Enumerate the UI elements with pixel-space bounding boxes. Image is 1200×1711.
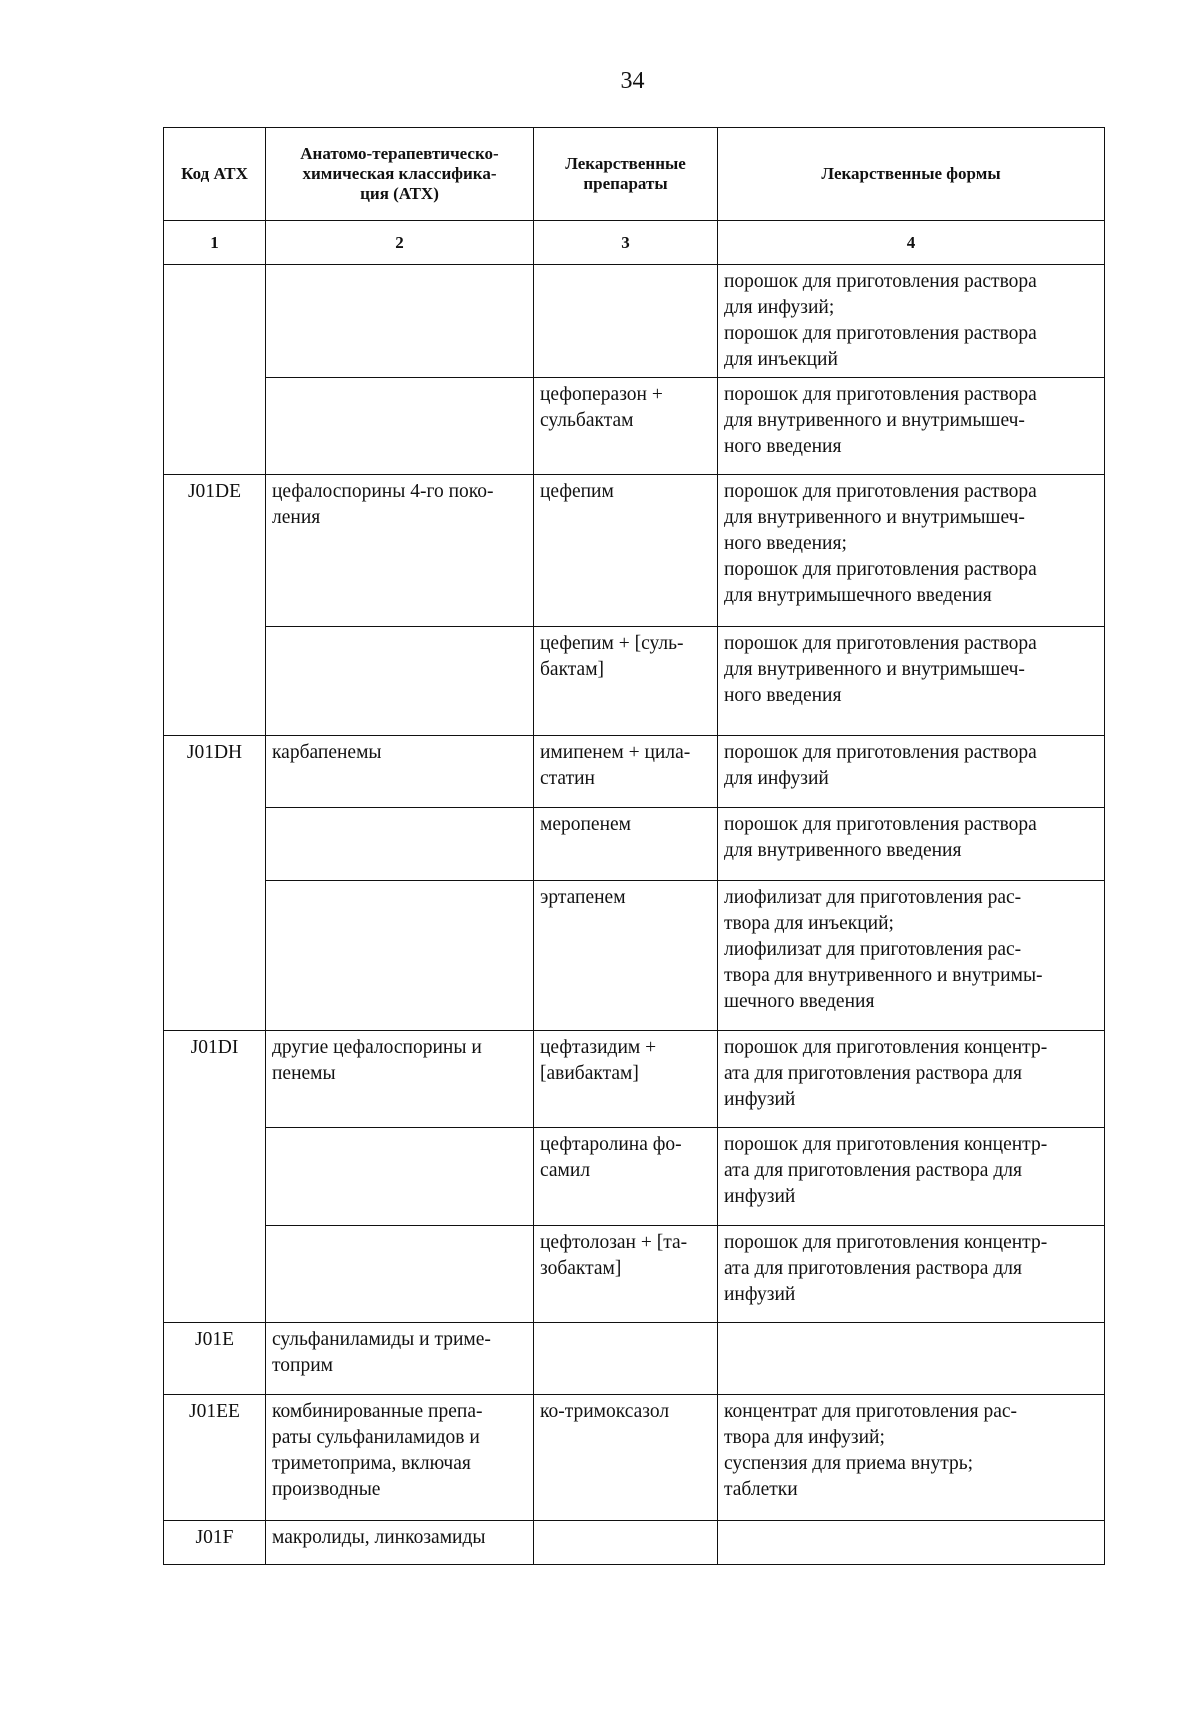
text-line: цефтазидим + bbox=[540, 1037, 657, 1058]
classification-cell bbox=[266, 265, 534, 378]
text-line: ко-тримоксазол bbox=[540, 1401, 670, 1422]
atc-code-cell bbox=[164, 265, 266, 378]
dosage-forms-cell bbox=[718, 265, 1105, 378]
atc-code-cell: J01EE bbox=[164, 1395, 266, 1521]
table-row bbox=[164, 1323, 1105, 1395]
drug-cell bbox=[534, 808, 718, 881]
classification-cell bbox=[266, 1128, 534, 1226]
text-line: статин bbox=[540, 768, 595, 789]
text-line: для внутривенного введения bbox=[724, 840, 962, 861]
text-line: порошок для приготовления раствора bbox=[724, 481, 1037, 502]
text-line: цефтолозан + [та- bbox=[540, 1232, 688, 1253]
text-line: Анатомо-терапевтическо- bbox=[300, 144, 499, 163]
table-row bbox=[164, 265, 1105, 378]
table-row bbox=[164, 881, 1105, 1031]
atc-code-cell bbox=[164, 1128, 266, 1226]
dosage-forms-cell bbox=[718, 627, 1105, 736]
drug-cell bbox=[534, 1521, 718, 1565]
text-line: порошок для приготовления концентр- bbox=[724, 1037, 1048, 1058]
column-number: 2 bbox=[266, 221, 534, 265]
dosage-forms-cell bbox=[718, 1128, 1105, 1226]
text-line: препараты bbox=[583, 174, 668, 193]
dosage-forms-cell bbox=[718, 1521, 1105, 1565]
drug-cell bbox=[534, 1226, 718, 1323]
text-line: эртапенем bbox=[540, 887, 626, 908]
dosage-forms-cell bbox=[718, 1395, 1105, 1521]
header-atc-classification bbox=[266, 128, 534, 221]
text-line: концентрат для приготовления рас- bbox=[724, 1401, 1017, 1422]
table-row bbox=[164, 808, 1105, 881]
table-header-row bbox=[164, 128, 1105, 221]
dosage-forms-cell bbox=[718, 475, 1105, 627]
text-line: ата для приготовления раствора для bbox=[724, 1063, 1022, 1084]
text-line: цефепим + [суль- bbox=[540, 633, 684, 654]
table-row bbox=[164, 1031, 1105, 1128]
text-line: порошок для приготовления концентр- bbox=[724, 1134, 1048, 1155]
text-line: инфузий bbox=[724, 1186, 796, 1207]
classification-cell bbox=[266, 736, 534, 808]
text-line: порошок для приготовления раствора bbox=[724, 633, 1037, 654]
text-line: суспензия для приема внутрь; bbox=[724, 1453, 974, 1474]
text-line: для внутривенного и внутримышеч- bbox=[724, 507, 1025, 528]
text-line: цефоперазон + bbox=[540, 384, 663, 405]
dosage-forms-cell bbox=[718, 736, 1105, 808]
text-line: пенемы bbox=[272, 1063, 336, 1084]
text-line: лиофилизат для приготовления рас- bbox=[724, 887, 1022, 908]
header-atc-code bbox=[164, 128, 266, 221]
text-line: Код АТХ bbox=[181, 164, 248, 183]
text-line: ция (АТХ) bbox=[360, 184, 439, 203]
table-row bbox=[164, 378, 1105, 475]
drug-cell bbox=[534, 1323, 718, 1395]
text-line: меропенем bbox=[540, 814, 632, 835]
table-row bbox=[164, 475, 1105, 627]
atc-code-cell: J01E bbox=[164, 1323, 266, 1395]
header-dosage-forms bbox=[718, 128, 1105, 221]
table-row bbox=[164, 1395, 1105, 1521]
table-row bbox=[164, 1128, 1105, 1226]
table-row bbox=[164, 627, 1105, 736]
classification-cell bbox=[266, 1521, 534, 1565]
classification-cell bbox=[266, 1226, 534, 1323]
drug-cell bbox=[534, 1395, 718, 1521]
page-number: 34 bbox=[620, 68, 645, 94]
classification-cell bbox=[266, 475, 534, 627]
drug-cell bbox=[534, 265, 718, 378]
atc-table bbox=[163, 127, 1105, 1565]
text-line: порошок для приготовления раствора bbox=[724, 814, 1037, 835]
dosage-forms-cell bbox=[718, 1323, 1105, 1395]
classification-cell bbox=[266, 881, 534, 1031]
atc-code-cell bbox=[164, 881, 266, 1031]
text-line: порошок для приготовления раствора bbox=[724, 559, 1037, 580]
dosage-forms-cell bbox=[718, 378, 1105, 475]
drug-cell bbox=[534, 736, 718, 808]
atc-code-cell bbox=[164, 378, 266, 475]
text-line: таблетки bbox=[724, 1479, 798, 1500]
text-line: ного введения bbox=[724, 436, 842, 457]
text-line: для инфузий; bbox=[724, 297, 835, 318]
text-line: бактам] bbox=[540, 659, 605, 680]
drug-cell bbox=[534, 1031, 718, 1128]
text-line: лиофилизат для приготовления рас- bbox=[724, 939, 1022, 960]
text-line: зобактам] bbox=[540, 1258, 622, 1279]
text-line: ата для приготовления раствора для bbox=[724, 1258, 1022, 1279]
atc-code-cell bbox=[164, 1226, 266, 1323]
drug-cell bbox=[534, 627, 718, 736]
text-line: твора для инъекций; bbox=[724, 913, 894, 934]
text-line: самил bbox=[540, 1160, 591, 1181]
text-line: цефтаролина фо- bbox=[540, 1134, 682, 1155]
classification-cell bbox=[266, 378, 534, 475]
table-row bbox=[164, 1226, 1105, 1323]
table-row bbox=[164, 1521, 1105, 1565]
text-line: триметоприма, включая bbox=[272, 1453, 471, 1474]
text-line: шечного введения bbox=[724, 991, 875, 1012]
column-numbers-row bbox=[164, 221, 1105, 265]
text-line: цефепим bbox=[540, 481, 614, 502]
text-line: для внутривенного и внутримышеч- bbox=[724, 659, 1025, 680]
drug-cell bbox=[534, 881, 718, 1031]
text-line: для инфузий bbox=[724, 768, 829, 789]
text-line: цефалоспорины 4-го поко- bbox=[272, 481, 494, 502]
dosage-forms-cell bbox=[718, 1226, 1105, 1323]
text-line: порошок для приготовления раствора bbox=[724, 742, 1037, 763]
classification-cell bbox=[266, 808, 534, 881]
text-line: сульфаниламиды и триме- bbox=[272, 1329, 491, 1350]
classification-cell bbox=[266, 1031, 534, 1128]
dosage-forms-cell bbox=[718, 808, 1105, 881]
atc-code-cell: J01F bbox=[164, 1521, 266, 1565]
text-line: инфузий bbox=[724, 1089, 796, 1110]
text-line: производные bbox=[272, 1479, 381, 1500]
text-line: химическая классифика- bbox=[302, 164, 497, 183]
header-drugs bbox=[534, 128, 718, 221]
classification-cell bbox=[266, 627, 534, 736]
text-line: карбапенемы bbox=[272, 742, 382, 763]
atc-code-cell: J01DE bbox=[164, 475, 266, 627]
text-line: порошок для приготовления концентр- bbox=[724, 1232, 1048, 1253]
text-line: Лекарственные формы bbox=[821, 164, 1001, 183]
atc-code-cell: J01DI bbox=[164, 1031, 266, 1128]
text-line: твора для внутривенного и внутримы- bbox=[724, 965, 1043, 986]
text-line: сульбактам bbox=[540, 410, 634, 431]
text-line: ления bbox=[272, 507, 321, 528]
text-line: ата для приготовления раствора для bbox=[724, 1160, 1022, 1181]
table-row bbox=[164, 736, 1105, 808]
text-line: порошок для приготовления раствора bbox=[724, 384, 1037, 405]
text-line: инфузий bbox=[724, 1284, 796, 1305]
column-number: 1 bbox=[164, 221, 266, 265]
drug-cell bbox=[534, 378, 718, 475]
text-line: ного введения bbox=[724, 685, 842, 706]
text-line: имипенем + цила- bbox=[540, 742, 691, 763]
text-line: для внутривенного и внутримышеч- bbox=[724, 410, 1025, 431]
dosage-forms-cell bbox=[718, 1031, 1105, 1128]
atc-code-cell bbox=[164, 808, 266, 881]
text-line: [авибактам] bbox=[540, 1063, 639, 1084]
text-line: порошок для приготовления раствора bbox=[724, 323, 1037, 344]
drug-cell bbox=[534, 475, 718, 627]
text-line: другие цефалоспорины и bbox=[272, 1037, 482, 1058]
text-line: комбинированные препа- bbox=[272, 1401, 483, 1422]
dosage-forms-cell bbox=[718, 881, 1105, 1031]
classification-cell bbox=[266, 1395, 534, 1521]
text-line: Лекарственные bbox=[565, 154, 686, 173]
column-number: 3 bbox=[534, 221, 718, 265]
drug-cell bbox=[534, 1128, 718, 1226]
text-line: порошок для приготовления раствора bbox=[724, 271, 1037, 292]
text-line: для инъекций bbox=[724, 349, 838, 370]
text-line: ного введения; bbox=[724, 533, 847, 554]
classification-cell bbox=[266, 1323, 534, 1395]
text-line: раты сульфаниламидов и bbox=[272, 1427, 480, 1448]
text-line: для внутримышечного введения bbox=[724, 585, 992, 606]
text-line: твора для инфузий; bbox=[724, 1427, 885, 1448]
column-number: 4 bbox=[718, 221, 1105, 265]
text-line: макролиды, линкозамиды bbox=[272, 1527, 486, 1548]
atc-code-cell: J01DH bbox=[164, 736, 266, 808]
atc-code-cell bbox=[164, 627, 266, 736]
text-line: топрим bbox=[272, 1355, 333, 1376]
